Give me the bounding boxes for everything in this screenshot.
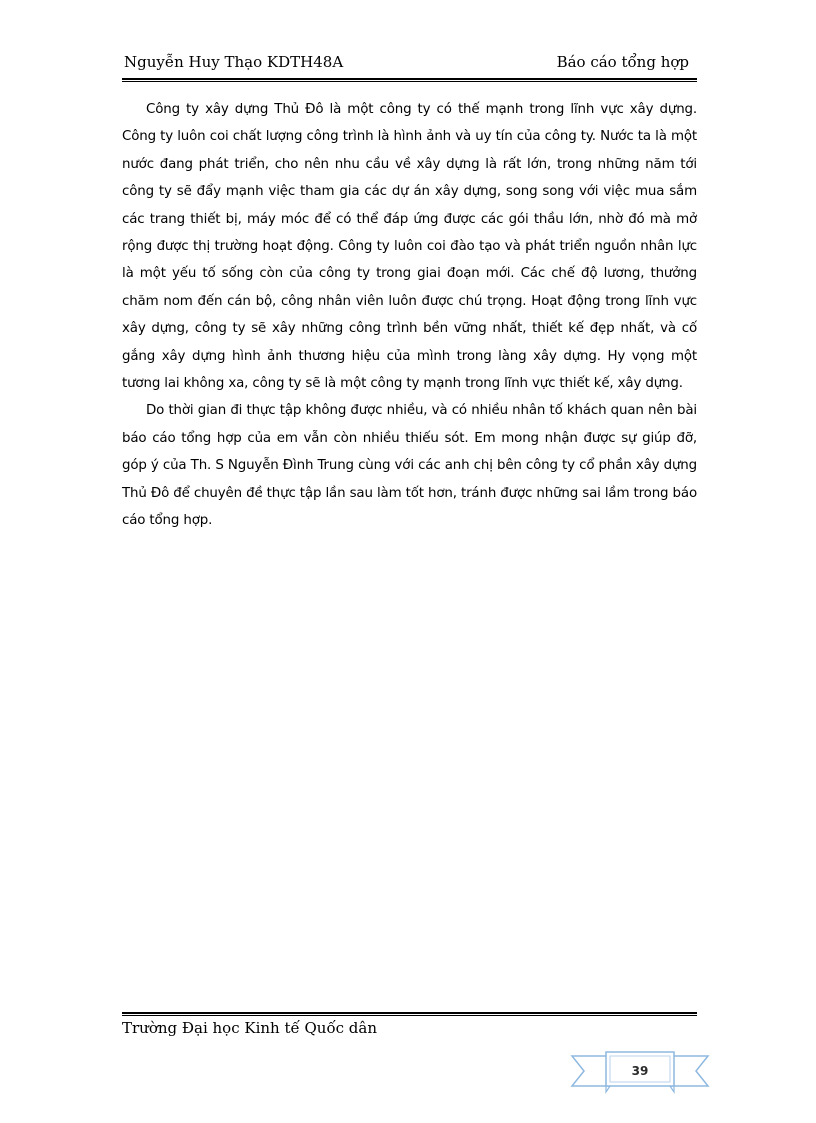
page-header xyxy=(122,52,697,76)
footer-divider xyxy=(122,1012,697,1016)
header-author: Nguyễn Huy Thạo KDTH48A xyxy=(124,53,344,71)
header-report-title: Báo cáo tổng hợp xyxy=(556,53,689,71)
header-divider xyxy=(122,78,697,82)
page-number-badge xyxy=(570,1050,710,1094)
ribbon-left-tail xyxy=(572,1056,610,1086)
document-body xyxy=(122,96,697,535)
body-paragraph-1: Công ty xây dựng Thủ Đô là một công ty có thế mạnh trong lĩnh vực xây dựng. Công ty luôn coi chất lượng công trình là hình ảnh và uy tín của công ty. Nước ta là một nước đang phát triển, cho nên nhu cầu về xây dựng là rất lớn, trong những năm tới công ty sẽ đẩy mạnh việc tham gia các dự án xây dựng, song song với việc mua sắm các trang thiết bị, máy móc để có thể đáp ứng được các gói thầu lớn, nhờ đó mà mở rộng được thị trường hoạt động. Công ty luôn coi đào tạo và phát triển nguồn nhân lực là một yếu tố sống còn của công ty trong giai đoạn mới. Các chế độ lương, thưởng chăm nom đến cán bộ, công nhân viên luôn được chú trọng. Hoạt động trong lĩnh vực xây dựng, công ty sẽ xây những công trình bền vững nhất, thiết kế đẹp nhất, và cố gắng xây dựng hình ảnh thương hiệu của mình trong làng xây dựng. Hy vọng một tương lai không xa, công ty sẽ là một công ty mạnh trong lĩnh vực thiết kế, xây dựng. xyxy=(122,102,697,392)
footer-university: Trường Đại học Kinh tế Quốc dân xyxy=(122,1019,377,1037)
page-number: 39 xyxy=(631,1064,649,1078)
body-paragraph-2: Do thời gian đi thực tập không được nhiều, và có nhiều nhân tố khách quan nên bài báo cáo tổng hợp của em vẫn còn nhiều thiếu sót. Em mong nhận được sự giúp đỡ, góp ý của Th. S Nguyễn Đình Trung cùng với các anh chị bên công ty cổ phần xây dựng Thủ Đô để chuyên đề thực tập lần sau làm tốt hơn, tránh được những sai lầm trong báo cáo tổng hợp. xyxy=(122,403,697,529)
ribbon-right-tail xyxy=(670,1056,708,1086)
